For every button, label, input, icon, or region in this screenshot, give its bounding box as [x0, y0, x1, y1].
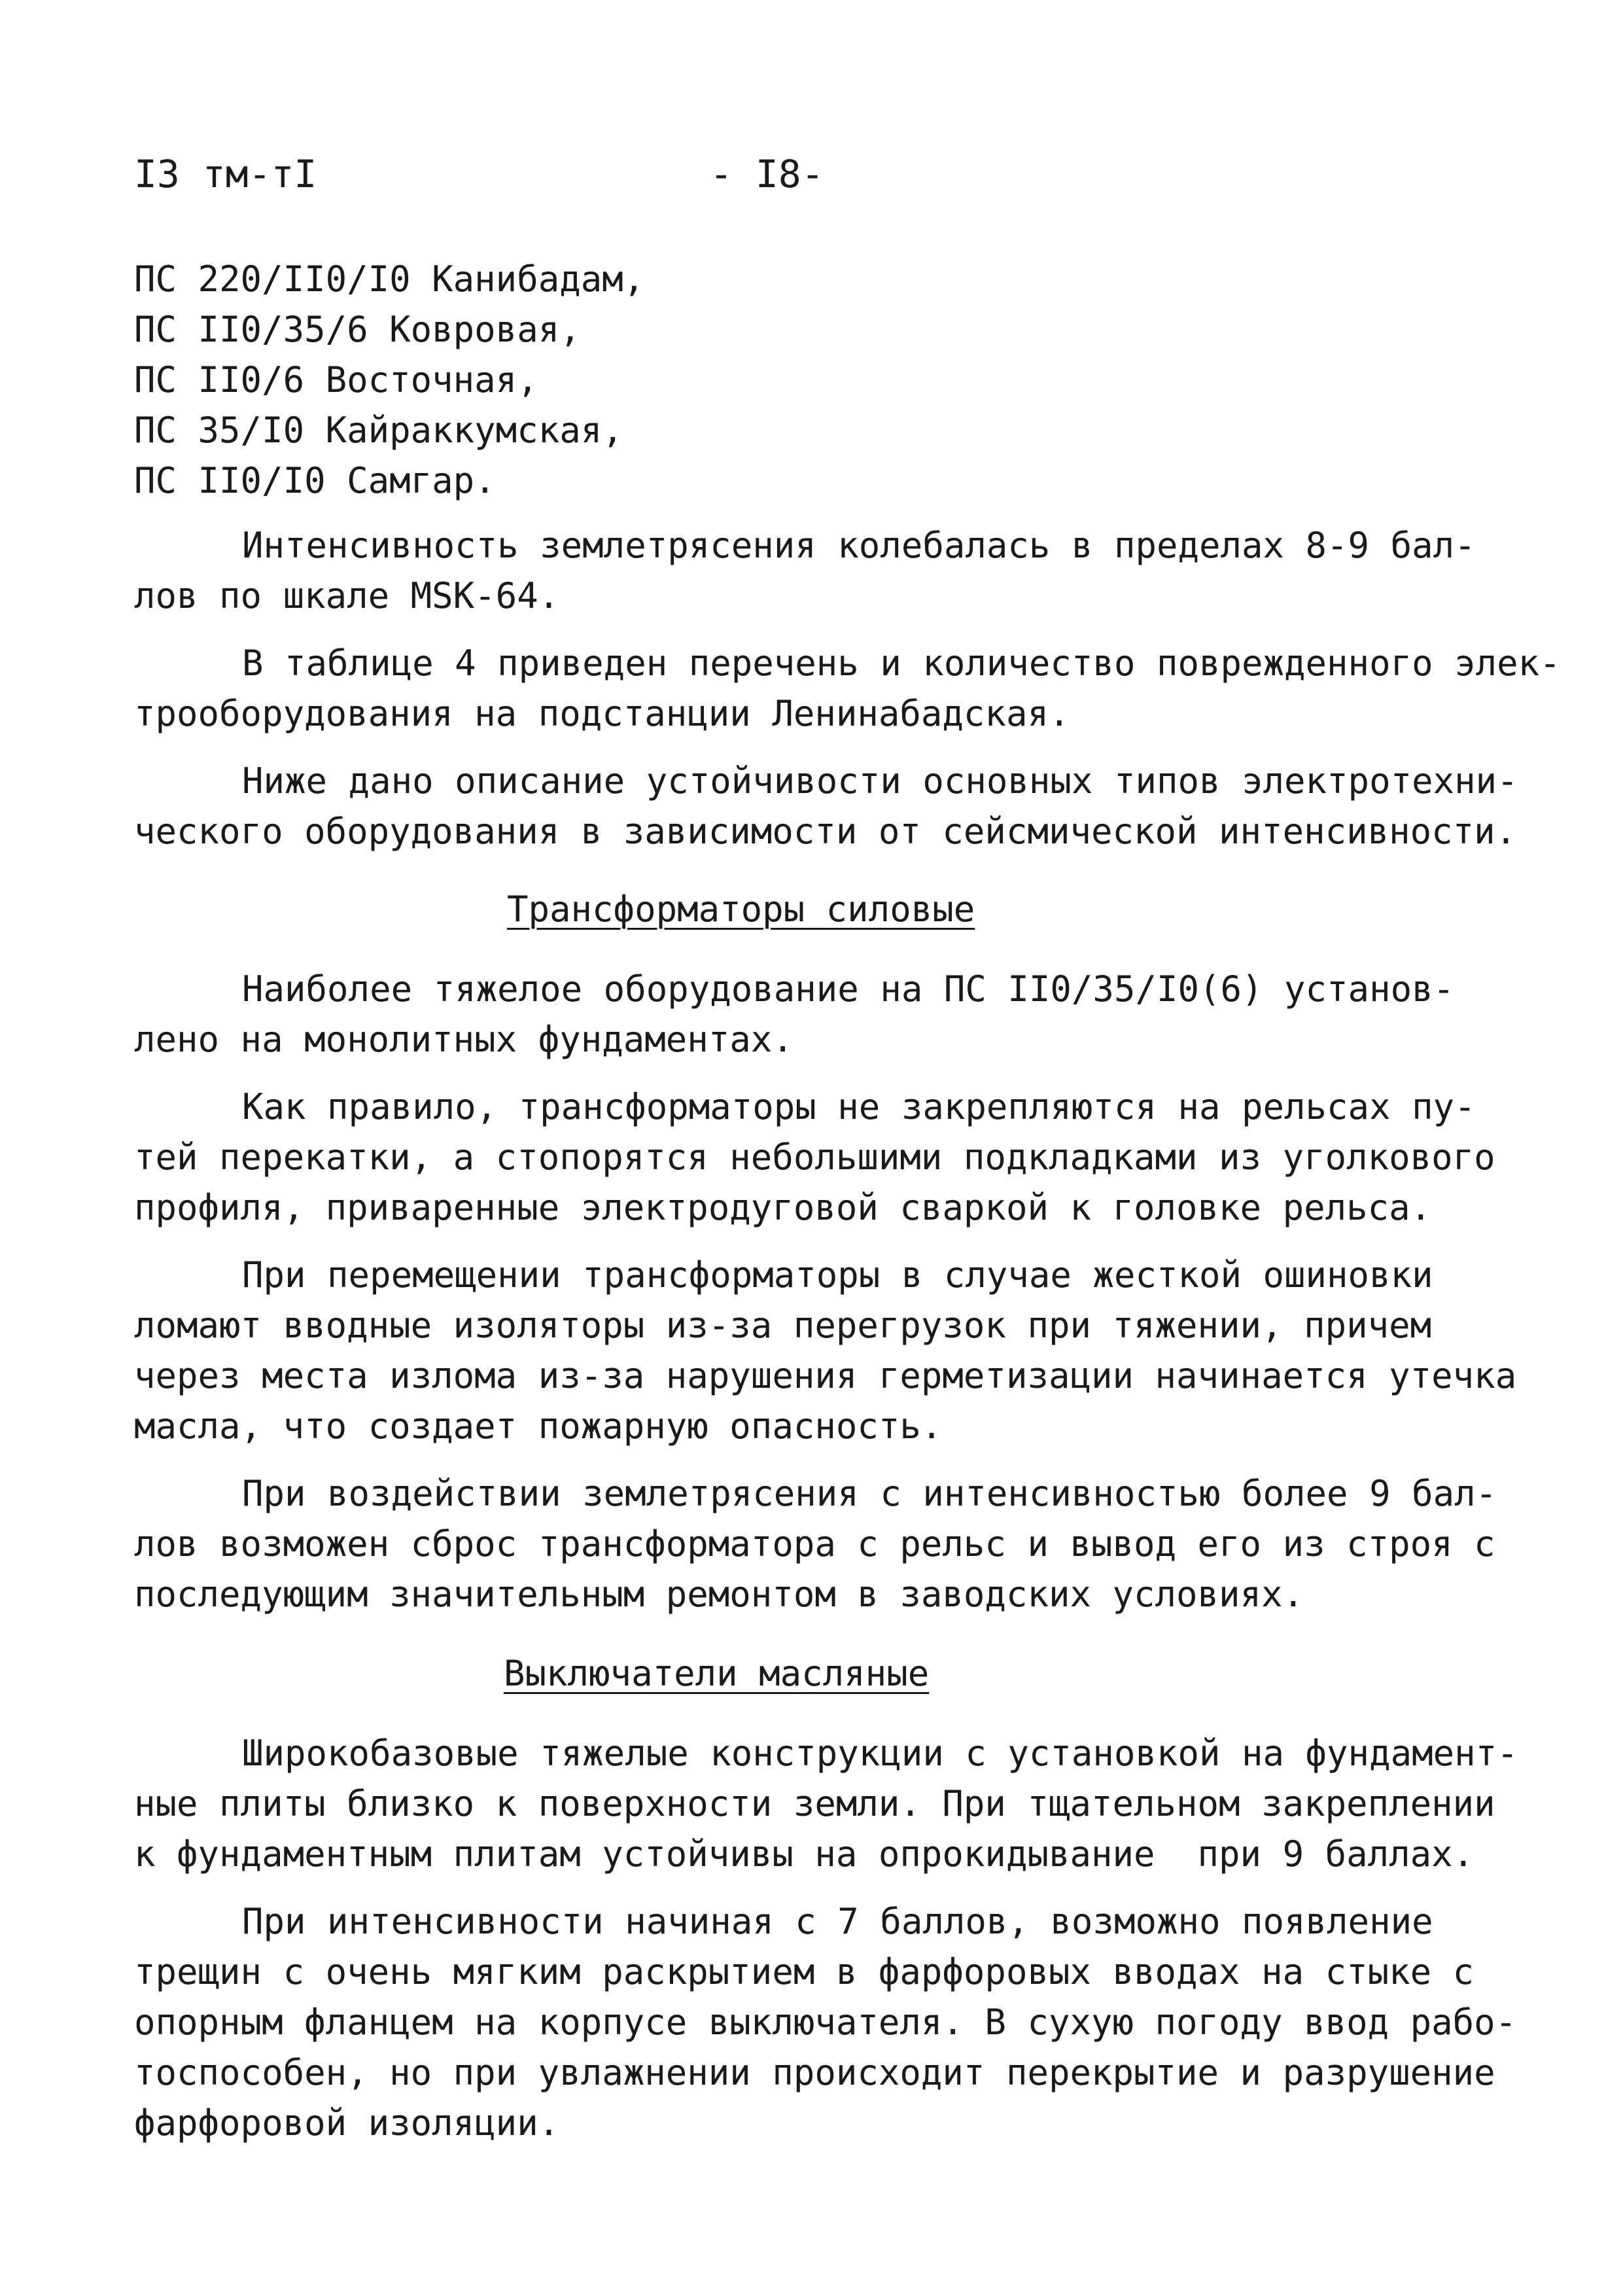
- paragraph-line: через места излома из-за нарушения герметизации начинается утечка: [134, 1355, 1517, 1396]
- substation-item: ПС 35/I0 Кайраккумская,: [134, 410, 623, 451]
- paragraph-line: профиля, приваренные электродуговой сваркой к головке рельса.: [134, 1187, 1432, 1228]
- paragraph-line: последующим значительным ремонтом в заводских условиях.: [134, 1574, 1304, 1615]
- paragraph-line: лов по шкале MSK-64.: [134, 575, 560, 616]
- section-heading-transformers: Трансформаторы силовые: [507, 889, 975, 930]
- paragraph-line: трещин с очень мягким раскрытием в фарфоровых вводах на стыке с: [134, 1951, 1475, 1992]
- paragraph-line: При перемещении трансформаторы в случае жесткой ошиновки: [242, 1254, 1433, 1296]
- paragraph-line: к фундаментным плитам устойчивы на опрокидывание при 9 баллах.: [134, 1833, 1475, 1875]
- paragraph-line: При воздействии землетрясения с интенсивностью более 9 бал-: [242, 1473, 1497, 1514]
- paragraph-line: Интенсивность землетрясения колебалась в пределах 8-9 бал-: [242, 525, 1476, 566]
- paragraph-line: ломают вводные изоляторы из-за перегрузок при тяжении, причем: [134, 1305, 1432, 1346]
- paragraph-line: тей перекатки, а стопорятся небольшими подкладками из уголкового: [134, 1137, 1495, 1178]
- paragraph-line: Наиболее тяжелое оборудование на ПС II0/35/I0(6) установ-: [242, 968, 1455, 1010]
- page-number: - I8-: [710, 152, 824, 196]
- section-heading-breakers: Выключатели масляные: [504, 1653, 930, 1694]
- document-code: I3 тм-тI: [134, 152, 317, 196]
- paragraph-line: фарфоровой изоляции.: [134, 2102, 560, 2144]
- paragraph-line: Широкобазовые тяжелые конструкции с установкой на фундамент-: [242, 1733, 1518, 1774]
- paragraph-line: трооборудования на подстанции Ленинабадская.: [134, 693, 1070, 734]
- paragraph-line: ческого оборудования в зависимости от сейсмической интенсивности.: [134, 811, 1517, 852]
- substation-item: ПС II0/I0 Самгар.: [134, 460, 496, 501]
- paragraph-line: При интенсивности начиная с 7 баллов, возможно появление: [242, 1901, 1433, 1942]
- paragraph-line: лов возможен сброс трансформатора с рельс и вывод его из строя с: [134, 1523, 1495, 1564]
- paragraph-line: Как правило, трансформаторы не закрепляются на рельсах пу-: [242, 1086, 1476, 1127]
- paragraph-line: Ниже дано описание устойчивости основных типов электротехни-: [242, 760, 1518, 802]
- paragraph-line: тоспособен, но при увлажнении происходит перекрытие и разрушение: [134, 2052, 1495, 2093]
- paragraph-line: лено на монолитных фундаментах.: [134, 1019, 794, 1060]
- paragraph-line: масла, что создает пожарную опасность.: [134, 1405, 943, 1447]
- paragraph-line: опорным фланцем на корпусе выключателя. В сухую погоду ввод рабо-: [134, 2002, 1517, 2043]
- paragraph-line: В таблице 4 приведен перечень и количество поврежденного элек-: [242, 643, 1561, 684]
- substation-item: ПС 220/II0/I0 Канибадам,: [134, 258, 645, 300]
- substation-item: ПС II0/6 Восточная,: [134, 359, 538, 400]
- paragraph-line: ные плиты близко к поверхности земли. При тщательном закреплении: [134, 1783, 1495, 1824]
- substation-item: ПС II0/35/6 Ковровая,: [134, 309, 581, 350]
